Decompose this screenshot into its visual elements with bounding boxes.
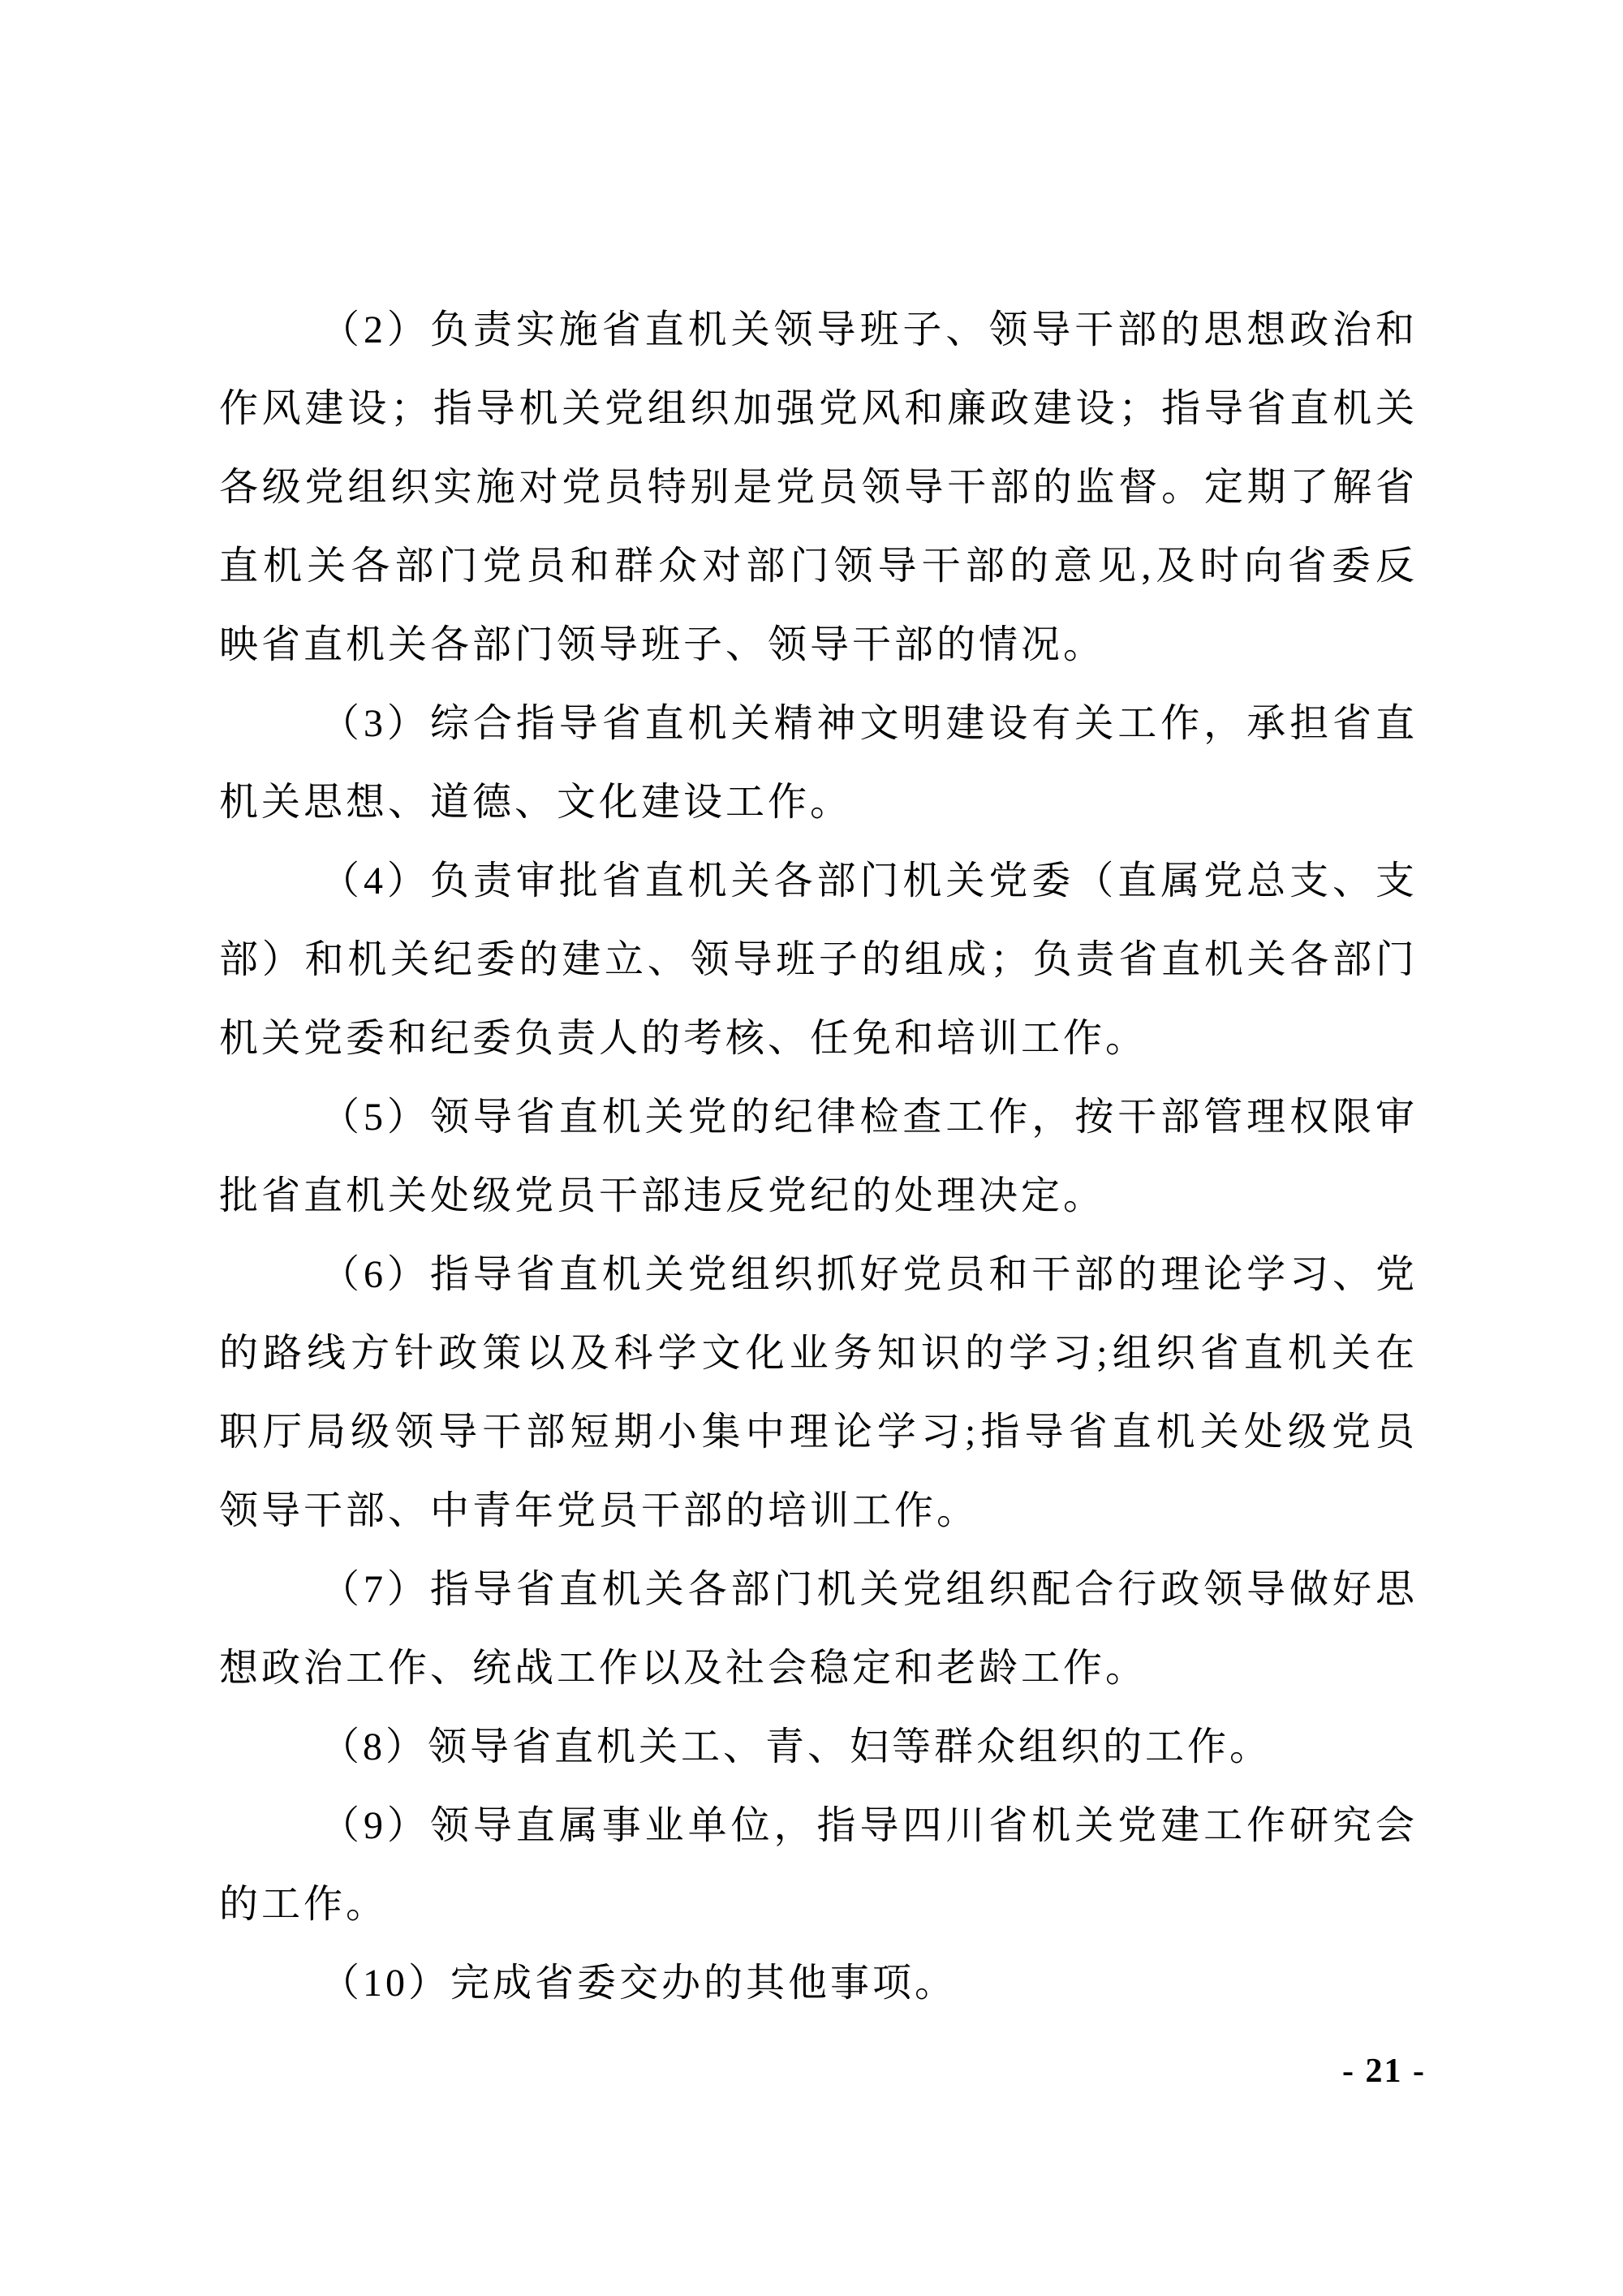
text-line: （7）指导省直机关各部门机关党组织配合行政领导做好思 xyxy=(321,1568,1418,1611)
text-line: 的工作。 xyxy=(219,1883,389,1926)
text-line: （10）完成省委交办的其他事项。 xyxy=(321,1962,958,2005)
text-line: （9）领导直属事业单位，指导四川省机关党建工作研究会 xyxy=(321,1804,1418,1847)
text-line: （4）负责审批省直机关各部门机关党委（直属党总支、支 xyxy=(321,859,1418,902)
text-line: 作风建设；指导机关党组织加强党风和廉政建设；指导省直机关 xyxy=(219,387,1418,430)
document-body xyxy=(219,291,1418,2022)
text-line: 映省直机关各部门领导班子、领导干部的情况。 xyxy=(219,623,1106,666)
page-number: - 21 - xyxy=(1342,2053,1426,2090)
text-line: 批省直机关处级党员干部违反党纪的处理决定。 xyxy=(219,1174,1106,1217)
text-line: 想政治工作、统战工作以及社会稳定和老龄工作。 xyxy=(219,1647,1148,1690)
text-line: （6）指导省直机关党组织抓好党员和干部的理论学习、党 xyxy=(321,1253,1418,1296)
text-line: （2）负责实施省直机关领导班子、领导干部的思想政治和 xyxy=(321,308,1418,351)
text-line: 领导干部、中青年党员干部的培训工作。 xyxy=(219,1489,979,1532)
text-line: （5）领导省直机关党的纪律检查工作，按干部管理权限审 xyxy=(321,1096,1418,1139)
text-line: 职厅局级领导干部短期小集中理论学习;指导省直机关处级党员 xyxy=(219,1411,1418,1454)
text-line: 机关思想、道德、文化建设工作。 xyxy=(219,781,853,824)
text-line: （8）领导省直机关工、青、妇等群众组织的工作。 xyxy=(321,1725,1272,1768)
text-line: 的路线方针政策以及科学文化业务知识的学习;组织省直机关在 xyxy=(219,1332,1418,1375)
text-line: 机关党委和纪委负责人的考核、任免和培训工作。 xyxy=(219,1017,1148,1060)
text-line: 部）和机关纪委的建立、领导班子的组成；负责省直机关各部门 xyxy=(219,938,1418,981)
text-line: 直机关各部门党员和群众对部门领导干部的意见,及时向省委反 xyxy=(219,545,1418,588)
text-line: （3）综合指导省直机关精神文明建设有关工作，承担省直 xyxy=(321,702,1418,745)
text-line: 各级党组织实施对党员特别是党员领导干部的监督。定期了解省 xyxy=(219,466,1418,509)
